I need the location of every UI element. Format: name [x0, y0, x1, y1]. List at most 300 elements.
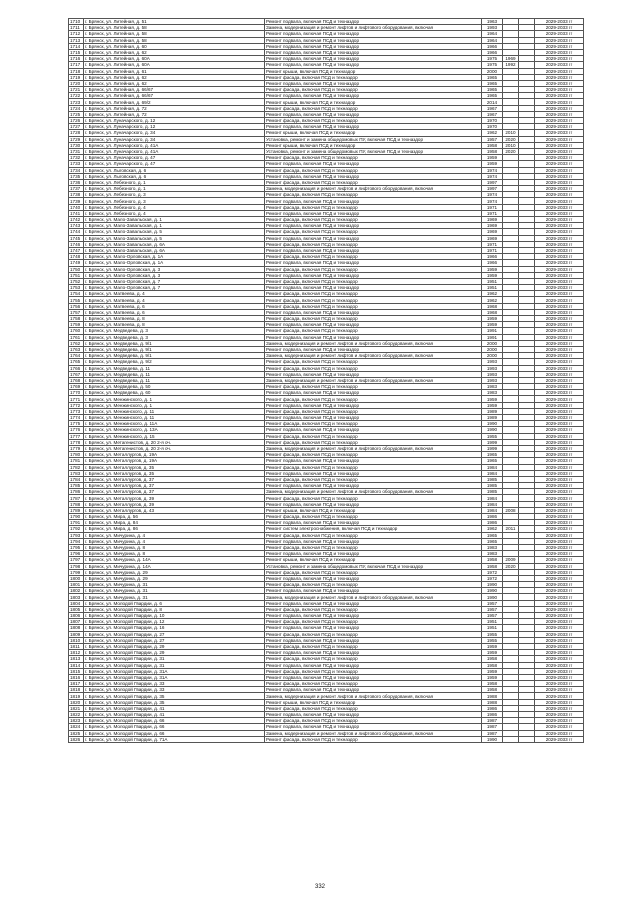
build-year-cell: 1965 — [482, 74, 503, 80]
period-cell: 2029-2033 гг — [535, 656, 584, 662]
row-number: 1751 — [69, 272, 84, 278]
work-type-cell: Ремонт фасада, включая ПСД и техназдор — [265, 229, 482, 235]
work-type-cell: Ремонт подвала, включая ПСД и техназдор — [265, 712, 482, 718]
period-cell: 2029-2033 гг — [535, 260, 584, 266]
period-cell: 2029-2033 гг — [535, 365, 584, 371]
address-cell: г. Брянск, ул. Литейная, д. 58 — [84, 37, 265, 43]
period-cell: 2029-2033 гг — [535, 192, 584, 198]
period-cell: 2029-2033 гг — [535, 111, 584, 117]
row-number: 1760 — [69, 328, 84, 334]
last-repair-year-cell: 2020 — [503, 563, 519, 569]
build-year-cell: 1969 — [482, 223, 503, 229]
build-year-cell: 1997 — [482, 179, 503, 185]
row-number: 1770 — [69, 390, 84, 396]
period-cell: 2029-2033 гг — [535, 204, 584, 210]
address-cell: г. Брянск, ул. Мичурина, д. 8 — [84, 544, 265, 550]
row-number: 1819 — [69, 693, 84, 699]
work-type-cell: Ремонт подвала, включая ПСД и техназдор — [265, 161, 482, 167]
build-year-cell: 1972 — [482, 569, 503, 575]
build-year-cell: 1983 — [482, 390, 503, 396]
row-number: 1820 — [69, 699, 84, 705]
row-number: 1785 — [69, 483, 84, 489]
work-type-cell: Ремонт подвала, включая ПСД и техназдор — [265, 371, 482, 377]
work-type-cell: Ремонт фасада, включая ПСД и техназдор — [265, 582, 482, 588]
address-cell: г. Брянск, ул. Молодой Гвардии, д. 6 — [84, 600, 265, 606]
address-cell: г. Брянск, ул. Металлургов, д. 37 — [84, 489, 265, 495]
build-year-cell: 1970 — [482, 118, 503, 124]
period-cell: 2029-2033 гг — [535, 631, 584, 637]
work-type-cell: Ремонт подвала, включая ПСД и техназдор — [265, 31, 482, 37]
address-cell: г. Брянск, ул. Менжинского, д. 11 — [84, 415, 265, 421]
build-year-cell: 1985 — [482, 476, 503, 482]
period-cell: 2029-2033 гг — [535, 674, 584, 680]
row-number: 1790 — [69, 514, 84, 520]
period-cell: 2029-2033 гг — [535, 396, 584, 402]
period-cell: 2029-2033 гг — [535, 594, 584, 600]
address-cell: г. Брянск, ул. Молодой Гвардии, д. 71А — [84, 736, 265, 742]
work-type-cell: Ремонт подвала, включая ПСД и техназдор — [265, 415, 482, 421]
address-cell: г. Брянск, ул. Литейная, д. 72 — [84, 105, 265, 111]
address-cell: г. Брянск, ул. Мало-Орловская, д. 7 — [84, 285, 265, 291]
period-cell: 2029-2033 гг — [535, 514, 584, 520]
address-cell: г. Брянск, ул. Молодой Гвардии, д. 31 — [84, 662, 265, 668]
row-number: 1794 — [69, 538, 84, 544]
build-year-cell: 1986 — [482, 705, 503, 711]
build-year-cell: 1970 — [482, 124, 503, 130]
address-cell: г. Брянск, ул. Лебезного, д. 1 — [84, 186, 265, 192]
address-cell: г. Брянск, ул. Мичурина, д. 29 — [84, 569, 265, 575]
address-cell: г. Брянск, ул. Мичурина, д. 4 — [84, 532, 265, 538]
period-cell: 2029-2033 гг — [535, 316, 584, 322]
address-cell: г. Брянск, ул. Литейная, д. 66/67 — [84, 93, 265, 99]
work-type-cell: Ремонт фасада, включая ПСД и техназдор — [265, 365, 482, 371]
table-row — [69, 563, 584, 569]
row-number: 1812 — [69, 650, 84, 656]
address-cell: г. Брянск, ул. Металлургов, д. 39 — [84, 495, 265, 501]
address-cell: г. Брянск, ул. Луначарского, д. 34 — [84, 136, 265, 142]
build-year-cell: 1959 — [482, 674, 503, 680]
address-cell: г. Брянск, ул. Менжинского, д. 11А — [84, 421, 265, 427]
address-cell: г. Брянск, ул. Литейная, д. 72 — [84, 111, 265, 117]
work-type-cell: Ремонт фасада, включая ПСД и техназдор — [265, 643, 482, 649]
row-number: 1804 — [69, 600, 84, 606]
work-type-cell: Ремонт фасада, включая ПСД и техназдор — [265, 291, 482, 297]
build-year-cell: 1955 — [482, 637, 503, 643]
row-number: 1750 — [69, 266, 84, 272]
last-repair-year-cell: 2010 — [503, 142, 519, 148]
period-cell: 2029-2033 гг — [535, 625, 584, 631]
work-type-cell: Ремонт крыши, включая ПСД и техназдор — [265, 557, 482, 563]
period-cell: 2029-2033 гг — [535, 37, 584, 43]
period-cell: 2029-2033 гг — [535, 297, 584, 303]
build-year-cell: 2000 — [482, 68, 503, 74]
address-cell: г. Брянск, ул. Лебезного, д. 3 — [84, 198, 265, 204]
period-cell: 2029-2033 гг — [535, 74, 584, 80]
address-cell: г. Брянск, ул. Медведева, д. 3 — [84, 328, 265, 334]
work-type-cell: Ремонт подвала, включая ПСД и техназдор — [265, 613, 482, 619]
period-cell: 2029-2033 гг — [535, 526, 584, 532]
build-year-cell: 1962 — [482, 526, 503, 532]
build-year-cell: 1971 — [482, 204, 503, 210]
work-type-cell: Замена, модернизация и ремонт лифтов и лифтового оборудования, включая — [265, 186, 482, 192]
period-cell: 2029-2033 гг — [535, 402, 584, 408]
build-year-cell: 1962 — [482, 130, 503, 136]
row-number: 1768 — [69, 377, 84, 383]
period-cell: 2029-2033 гг — [535, 118, 584, 124]
work-type-cell: Ремонт подвала, включая ПСД и техназдор — [265, 687, 482, 693]
row-number: 1816 — [69, 674, 84, 680]
period-cell: 2029-2033 гг — [535, 87, 584, 93]
work-type-cell: Ремонт фасада, включая ПСД и техназдор — [265, 105, 482, 111]
build-year-cell: 1975 — [482, 62, 503, 68]
address-cell: г. Брянск, ул. Мало-Орловская, д. 1А — [84, 260, 265, 266]
address-cell: г. Брянск, ул. Литейная, д. 62 — [84, 74, 265, 80]
row-number: 1728 — [69, 130, 84, 136]
work-type-cell: Ремонт подвала, включая ПСД и техназдор — [265, 247, 482, 253]
work-type-cell: Ремонт подвала, включая ПСД и техназдор — [265, 235, 482, 241]
address-cell: г. Брянск, ул. Лебезного, д. 3 — [84, 192, 265, 198]
row-number: 1720 — [69, 80, 84, 86]
work-type-cell: Ремонт подвала, включая ПСД и техназдор — [265, 674, 482, 680]
work-type-cell: Ремонт подвала, включая ПСД и техназдор — [265, 551, 482, 557]
period-cell: 2029-2033 гг — [535, 285, 584, 291]
work-type-cell: Ремонт подвала, включая ПСД и техназдор — [265, 309, 482, 315]
work-type-cell: Ремонт фасада, включая ПСД и техназдор — [265, 328, 482, 334]
row-number: 1761 — [69, 334, 84, 340]
work-type-cell: Ремонт подвала, включая ПСД и техназдор — [265, 575, 482, 581]
build-year-cell: 1968 — [482, 309, 503, 315]
row-number: 1773 — [69, 408, 84, 414]
build-year-cell: 1966 — [482, 49, 503, 55]
work-type-cell: Установка, ремонт и замена общедомовых ПУ, включая ПСД и техназдор — [265, 136, 482, 142]
period-cell: 2029-2033 гг — [535, 291, 584, 297]
work-type-cell: Ремонт подвала, включая ПСД и техназдор — [265, 56, 482, 62]
build-year-cell: 1959 — [482, 643, 503, 649]
work-type-cell: Ремонт фасада, включая ПСД и техназдор — [265, 452, 482, 458]
address-cell: г. Брянск, ул. Молодой Гвардии, д. 66 — [84, 724, 265, 730]
work-type-cell: Ремонт подвала, включая ПСД и техназдор — [265, 458, 482, 464]
build-year-cell: 1959 — [482, 316, 503, 322]
address-cell: г. Брянск, ул. Матвеева, д. 8 — [84, 316, 265, 322]
period-cell: 2029-2033 гг — [535, 507, 584, 513]
work-type-cell: Ремонт фасада, включая ПСД и техназдор — [265, 433, 482, 439]
address-cell: г. Брянск, ул. Мичурина, д. 31 — [84, 582, 265, 588]
period-cell: 2029-2033 гг — [535, 613, 584, 619]
period-cell: 2029-2033 гг — [535, 390, 584, 396]
row-number: 1818 — [69, 687, 84, 693]
row-number: 1802 — [69, 588, 84, 594]
last-repair-year-cell: 1969 — [503, 56, 519, 62]
row-number: 1826 — [69, 736, 84, 742]
period-cell: 2029-2033 гг — [535, 408, 584, 414]
period-cell: 2029-2033 гг — [535, 712, 584, 718]
period-cell: 2029-2033 гг — [535, 421, 584, 427]
work-type-cell: Ремонт фасада, включая ПСД и техназдор — [265, 167, 482, 173]
row-number: 1797 — [69, 557, 84, 563]
period-cell: 2029-2033 гг — [535, 557, 584, 563]
build-year-cell: 1959 — [482, 668, 503, 674]
build-year-cell: 1964 — [482, 31, 503, 37]
build-year-cell: 1985 — [482, 483, 503, 489]
period-cell: 2029-2033 гг — [535, 464, 584, 470]
address-cell: г. Брянск, ул. Медведева, д. 9/1 — [84, 353, 265, 359]
work-type-cell: Ремонт подвала, включая ПСД и техназдор — [265, 260, 482, 266]
period-cell: 2029-2033 гг — [535, 353, 584, 359]
work-type-cell: Замена, модернизация и ремонт лифтов и лифтового оборудования, включая — [265, 340, 482, 346]
row-number: 1736 — [69, 179, 84, 185]
address-cell: г. Брянск, ул. Медведева, д. 9/2 — [84, 359, 265, 365]
row-number: 1730 — [69, 142, 84, 148]
build-year-cell: 1959 — [482, 272, 503, 278]
row-number: 1798 — [69, 563, 84, 569]
build-year-cell: 1959 — [482, 266, 503, 272]
period-cell: 2029-2033 гг — [535, 25, 584, 31]
period-cell: 2029-2033 гг — [535, 49, 584, 55]
period-cell: 2029-2033 гг — [535, 724, 584, 730]
address-cell: г. Брянск, ул. Медведева, д. 11 — [84, 371, 265, 377]
row-number: 1779 — [69, 445, 84, 451]
build-year-cell: 1984 — [482, 501, 503, 507]
row-number: 1764 — [69, 353, 84, 359]
period-cell: 2029-2033 гг — [535, 551, 584, 557]
table-row — [69, 56, 584, 62]
build-year-cell: 1958 — [482, 681, 503, 687]
row-number: 1726 — [69, 118, 84, 124]
row-number: 1824 — [69, 724, 84, 730]
table-row — [69, 148, 584, 154]
build-year-cell: 1993 — [482, 371, 503, 377]
work-type-cell: Ремонт подвала, включая ПСД и техназдор — [265, 346, 482, 352]
build-year-cell: 2000 — [482, 340, 503, 346]
row-number: 1805 — [69, 606, 84, 612]
row-number: 1756 — [69, 303, 84, 309]
build-year-cell: 1987 — [482, 724, 503, 730]
work-type-cell: Ремонт фасада, включая ПСД и техназдор — [265, 297, 482, 303]
table-row — [69, 736, 584, 742]
address-cell: г. Брянск, ул. Мичурина, д. 31 — [84, 588, 265, 594]
row-number: 1784 — [69, 476, 84, 482]
period-cell: 2029-2033 гг — [535, 650, 584, 656]
row-number: 1803 — [69, 594, 84, 600]
build-year-cell: 1974 — [482, 192, 503, 198]
address-cell: г. Брянск, ул. Матвеева, д. 6 — [84, 309, 265, 315]
build-year-cell: 1991 — [482, 328, 503, 334]
build-year-cell: 1958 — [482, 148, 503, 154]
address-cell: г. Брянск, ул. Молодой Гвардии, д. 16 — [84, 625, 265, 631]
address-cell: г. Брянск, ул. Луначарского, д. 41А — [84, 142, 265, 148]
address-cell: г. Брянск, ул. Молодой Гвардии, д. 33 — [84, 687, 265, 693]
work-type-cell: Замена, модернизация и ремонт лифтов и лифтового оборудования, включая — [265, 445, 482, 451]
address-cell: г. Брянск, ул. Мичурина, д. 29 — [84, 575, 265, 581]
work-type-cell: Ремонт подвала, включая ПСД и техназдор — [265, 390, 482, 396]
work-type-cell: Ремонт подвала, включая ПСД и техназдор — [265, 470, 482, 476]
row-number: 1776 — [69, 427, 84, 433]
work-type-cell: Ремонт фасада, включая ПСД и техназдор — [265, 396, 482, 402]
address-cell: г. Брянск, ул. Мало-Завальская, д. 6А — [84, 241, 265, 247]
build-year-cell: 1959 — [482, 396, 503, 402]
address-cell: г. Брянск, ул. Медведева, д. 3 — [84, 334, 265, 340]
period-cell: 2029-2033 гг — [535, 643, 584, 649]
row-number: 1748 — [69, 254, 84, 260]
last-repair-year-cell: 1992 — [503, 62, 519, 68]
period-cell: 2029-2033 гг — [535, 173, 584, 179]
row-number: 1769 — [69, 384, 84, 390]
row-number: 1777 — [69, 433, 84, 439]
build-year-cell: 1965 — [482, 87, 503, 93]
address-cell: г. Брянск, ул. Мало-Завальская, д. 1 — [84, 217, 265, 223]
work-type-cell: Ремонт подвала, включая ПСД и техназдор — [265, 334, 482, 340]
row-number: 1733 — [69, 161, 84, 167]
row-number: 1795 — [69, 544, 84, 550]
build-year-cell: 1959 — [482, 155, 503, 161]
row-number: 1737 — [69, 186, 84, 192]
row-number: 1780 — [69, 452, 84, 458]
work-type-cell: Ремонт фасада, включая ПСД и техназдор — [265, 619, 482, 625]
build-year-cell: 1991 — [482, 334, 503, 340]
work-type-cell: Замена, модернизация и ремонт лифтов и лифтового оборудования, включая — [265, 353, 482, 359]
period-cell: 2029-2033 гг — [535, 569, 584, 575]
build-year-cell: 1988 — [482, 693, 503, 699]
build-year-cell: 1990 — [482, 594, 503, 600]
row-number: 1814 — [69, 662, 84, 668]
build-year-cell: 1963 — [482, 19, 503, 25]
work-type-cell: Ремонт подвала, включая ПСД и техназдор — [265, 19, 482, 25]
build-year-cell: 1985 — [482, 489, 503, 495]
row-number: 1767 — [69, 371, 84, 377]
work-type-cell: Ремонт фасада, включая ПСД и техназдор — [265, 656, 482, 662]
row-number: 1711 — [69, 25, 84, 31]
build-year-cell: 1957 — [482, 606, 503, 612]
row-number: 1772 — [69, 402, 84, 408]
build-year-cell: 1990 — [482, 427, 503, 433]
build-year-cell: 1951 — [482, 285, 503, 291]
work-type-cell: Ремонт подвала, включая ПСД и техназдор — [265, 322, 482, 328]
address-cell: г. Брянск, ул. Лебезного, д. 4 — [84, 204, 265, 210]
address-cell: г. Брянск, ул. Матвеева, д. 4 — [84, 297, 265, 303]
period-cell: 2029-2033 гг — [535, 340, 584, 346]
work-type-cell: Ремонт подвала, включая ПСД и техназдор — [265, 538, 482, 544]
row-number: 1807 — [69, 619, 84, 625]
period-cell: 2029-2033 гг — [535, 736, 584, 742]
period-cell: 2029-2033 гг — [535, 501, 584, 507]
work-type-cell: Ремонт систем электроснабжения, включая ПСД и техназдор — [265, 526, 482, 532]
work-type-cell: Ремонт подвала, включая ПСД и техназдор — [265, 662, 482, 668]
build-year-cell: 1984 — [482, 464, 503, 470]
address-cell: г. Брянск, ул. Медведева, д. 50 — [84, 384, 265, 390]
build-year-cell: 1971 — [482, 247, 503, 253]
work-type-cell: Ремонт фасада, включая ПСД и техназдор — [265, 204, 482, 210]
work-type-cell: Ремонт подвала, включая ПСД и техназдор — [265, 173, 482, 179]
build-year-cell: 2000 — [482, 346, 503, 352]
address-cell: г. Брянск, ул. Литейная, д. 58 — [84, 25, 265, 31]
build-year-cell: 1974 — [482, 198, 503, 204]
period-cell: 2029-2033 гг — [535, 124, 584, 130]
work-type-cell: Замена, модернизация и ремонт лифтов и лифтового оборудования, включая — [265, 594, 482, 600]
period-cell: 2029-2033 гг — [535, 544, 584, 550]
address-cell: г. Брянск, ул. Металлургов, д. 39 — [84, 501, 265, 507]
work-type-cell: Ремонт фасада, включая ПСД и техназдор — [265, 384, 482, 390]
work-type-cell: Замена, модернизация и ремонт лифтов и лифтового оборудования, включая — [265, 377, 482, 383]
build-year-cell: 1965 — [482, 452, 503, 458]
row-number: 1758 — [69, 316, 84, 322]
build-year-cell: 1965 — [482, 80, 503, 86]
row-number: 1771 — [69, 396, 84, 402]
period-cell: 2029-2033 гг — [535, 130, 584, 136]
work-type-cell: Ремонт фасада, включая ПСД и техназдор — [265, 476, 482, 482]
work-type-cell: Ремонт подвала, включая ПСД и техназдор — [265, 198, 482, 204]
build-year-cell: 1990 — [482, 582, 503, 588]
address-cell: г. Брянск, ул. Медведева, д. 9/1 — [84, 340, 265, 346]
address-cell: г. Брянск, ул. Луначарского, д. 47 — [84, 161, 265, 167]
work-type-cell: Ремонт подвала, включая ПСД и техназдор — [265, 124, 482, 130]
period-cell: 2029-2033 гг — [535, 217, 584, 223]
row-number: 1778 — [69, 439, 84, 445]
work-type-cell: Ремонт подвала, включая ПСД и техназдор — [265, 650, 482, 656]
build-year-cell: 1987 — [482, 730, 503, 736]
address-cell: г. Брянск, ул. Металлургов, д. 35 — [84, 464, 265, 470]
address-cell: г. Брянск, ул. Металлургов, д. 37 — [84, 483, 265, 489]
work-type-cell: Ремонт подвала, включая ПСД и техназдор — [265, 520, 482, 526]
work-type-cell: Ремонт фасада, включая ПСД и техназдор — [265, 569, 482, 575]
row-number: 1763 — [69, 346, 84, 352]
build-year-cell: 1990 — [482, 736, 503, 742]
address-cell: г. Брянск, ул. Метагенистов, д. 20 2-я оч. — [84, 439, 265, 445]
address-cell: г. Брянск, ул. Луначарского, д. 12 — [84, 124, 265, 130]
period-cell: 2029-2033 гг — [535, 68, 584, 74]
work-type-cell: Установка, ремонт и замена общедомовых ПУ, включая ПСД и техназдор — [265, 563, 482, 569]
period-cell: 2029-2033 гг — [535, 538, 584, 544]
period-cell: 2029-2033 гг — [535, 309, 584, 315]
work-type-cell: Ремонт фасада, включая ПСД и техназдор — [265, 681, 482, 687]
period-cell: 2029-2033 гг — [535, 433, 584, 439]
address-cell: г. Брянск, ул. Молодой Гвардии, д. 29 — [84, 643, 265, 649]
row-number: 1791 — [69, 520, 84, 526]
build-year-cell: 1951 — [482, 278, 503, 284]
address-cell: г. Брянск, ул. Молодой Гвардии, д. 31 — [84, 656, 265, 662]
build-year-cell: 1986 — [482, 514, 503, 520]
period-cell: 2029-2033 гг — [535, 359, 584, 365]
period-cell: 2029-2033 гг — [535, 377, 584, 383]
period-cell: 2029-2033 гг — [535, 668, 584, 674]
last-repair-year-cell: 2020 — [503, 136, 519, 142]
build-year-cell: 1983 — [482, 551, 503, 557]
period-cell: 2029-2033 гг — [535, 235, 584, 241]
work-type-cell: Ремонт крыши, включая ПСД и техназдор — [265, 99, 482, 105]
row-number: 1741 — [69, 210, 84, 216]
period-cell: 2029-2033 гг — [535, 600, 584, 606]
row-number: 1715 — [69, 49, 84, 55]
table-row — [69, 62, 584, 68]
period-cell: 2029-2033 гг — [535, 384, 584, 390]
work-type-cell: Ремонт фасада, включая ПСД и техназдор — [265, 544, 482, 550]
period-cell: 2029-2033 гг — [535, 99, 584, 105]
last-repair-year-cell: 2009 — [503, 557, 519, 563]
address-cell: г. Брянск, ул. Лыговская, д. 6 — [84, 173, 265, 179]
row-number: 1765 — [69, 359, 84, 365]
table-row — [69, 557, 584, 563]
period-cell: 2029-2033 гг — [535, 167, 584, 173]
address-cell: г. Брянск, ул. Медведева, д. 60 — [84, 390, 265, 396]
work-type-cell: Ремонт фасада, включая ПСД и техназдор — [265, 439, 482, 445]
build-year-cell: 1969 — [482, 217, 503, 223]
row-number: 1740 — [69, 204, 84, 210]
row-number: 1806 — [69, 613, 84, 619]
build-year-cell: 1955 — [482, 631, 503, 637]
address-cell: г. Брянск, ул. Лебезного, д. 1 — [84, 179, 265, 185]
registry-table — [68, 18, 584, 743]
period-cell: 2029-2033 гг — [535, 278, 584, 284]
address-cell: г. Брянск, ул. Литейная, д. 60 — [84, 43, 265, 49]
